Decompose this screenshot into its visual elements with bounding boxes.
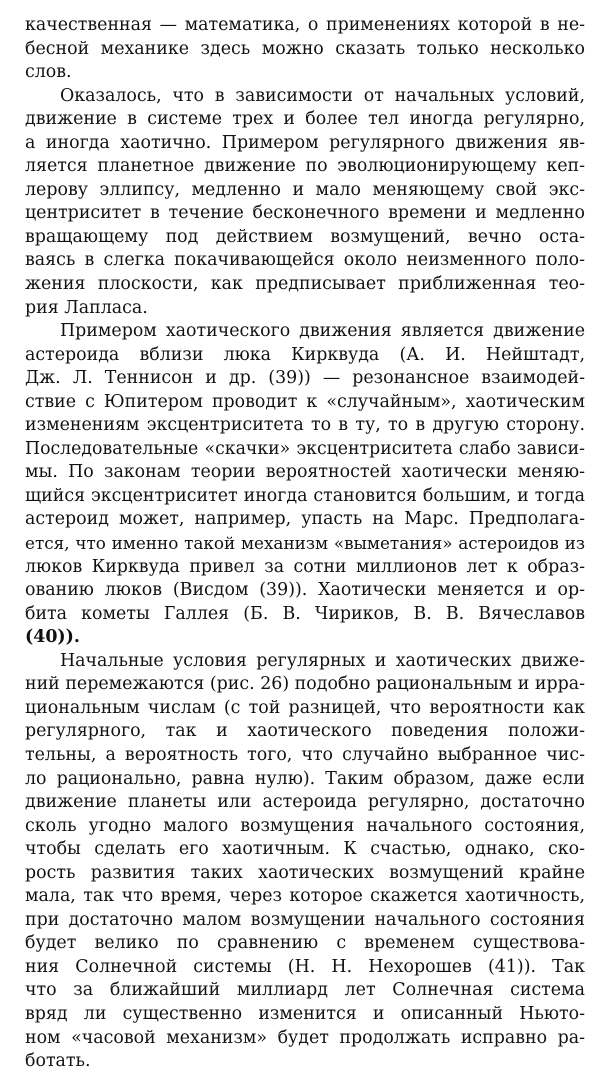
text-line: мы. По законам теории вероятностей хаотически меняю- [25, 462, 585, 483]
text-line: ния Солнечной системы (Н. Н. Нехорошев (41)). Так [25, 956, 585, 977]
text-line: жения плоскости, как предписывает приближенная тео- [25, 274, 585, 295]
text-line: тельны, а вероятность того, что случайно выбранное чис- [25, 744, 585, 765]
text-line: вращающему под действием возмущений, вечно оста- [25, 226, 585, 247]
text-line: лерову эллипсу, медленно и мало меняющему свой экс- [25, 179, 585, 200]
text-line: ваясь в слегка покачивающейся около неизменного поло- [25, 250, 585, 271]
text-line: астероида вблизи люка Кирквуда (А. И. Нейштадт, [25, 344, 585, 365]
text-line: вряд ли существенно изменится и описанный Ньюто- [25, 1003, 585, 1024]
text-line: что за ближайший миллиард лет Солнечная система [25, 980, 585, 1001]
text-line: качественная — математика, о применениях которой в не- [25, 15, 585, 35]
text-line: изменениям эксцентриситета то в ту, то в другую сторону. [25, 415, 585, 436]
text-line: люков Кирквуда привел за сотни миллионов лет к образ- [25, 556, 585, 577]
text-line: при достаточно малом возмущении начального состояния [25, 909, 585, 930]
text-line: центриситет в течение бесконечного времени и медленно [25, 203, 585, 224]
text-line: Примером хаотического движения является движение [60, 321, 585, 342]
paragraph-intro-continuation [25, 14, 585, 85]
text-line: регулярного, так и хаотического поведения положи- [25, 721, 585, 742]
text-line: Дж. Л. Теннисон и др. (39)) — резонансное взаимодей- [25, 368, 585, 389]
document-page [25, 14, 585, 1074]
text-line: движение в системе трех и более тел иногда регулярно, [25, 109, 585, 130]
text-line: бита кометы Галлея (Б. В. Чириков, В. В. Вячеславов [25, 603, 585, 624]
text-line: ованию люков (Висдом (39)). Хаотически меняется и ор- [25, 580, 585, 601]
text-line: ствие с Юпитером проводит к «случайным», хаотическим [25, 391, 585, 412]
text-line: астероид может, например, упасть на Марс. Предполага- [25, 509, 585, 530]
text-line: движение планеты или астероида регулярно, достаточно [25, 792, 585, 813]
text-line: ний перемежаются (рис. 26) подобно рациональным и ирра- [25, 674, 585, 695]
text-line: (40)). [25, 627, 80, 648]
text-line: чтобы сделать его хаотичным. К счастью, однако, ско- [25, 839, 585, 860]
text-line: рость развития таких хаотических возмущений крайне [25, 862, 585, 883]
paragraph-regular-chaotic [25, 85, 585, 320]
text-line: будет велико по сравнению с временем существова- [25, 933, 585, 954]
text-line: Оказалось, что в зависимости от начальных условий, [60, 85, 585, 106]
text-line: а иногда хаотично. Примером регулярного движения яв- [25, 132, 585, 153]
text-line: Последовательные «скачки» эксцентриситета слабо зависи- [25, 438, 585, 459]
text-line: ботать. [25, 1051, 91, 1072]
text-line: Начальные условия регулярных и хаотических движе- [60, 650, 585, 671]
text-line: сколь угодно малого возмущения начального состояния, [25, 815, 585, 836]
text-line: ном «часовой механизм» будет продолжать исправно ра- [25, 1027, 585, 1048]
text-line: мала, так что время, через которое скажется хаотичность, [25, 886, 585, 907]
paragraph-kirkwood-gaps [25, 320, 585, 650]
text-line: рия Лапласа. [25, 297, 148, 318]
text-line: бесной механике здесь можно сказать только несколько [25, 38, 585, 59]
text-line: ло рационально, равна нулю). Таким образом, даже если [25, 768, 585, 789]
text-line: ляется планетное движение по эволюционирующему кеп- [25, 156, 585, 177]
paragraph-initial-conditions [25, 650, 585, 1074]
text-line: циональным числам (с той разницей, что вероятности как [25, 697, 585, 718]
text-line: ется, что именно такой механизм «выметания» астероидов из [25, 533, 585, 554]
text-line: слов. [25, 62, 72, 83]
text-line: щийся эксцентриситет иногда становится большим, и тогда [25, 485, 585, 506]
